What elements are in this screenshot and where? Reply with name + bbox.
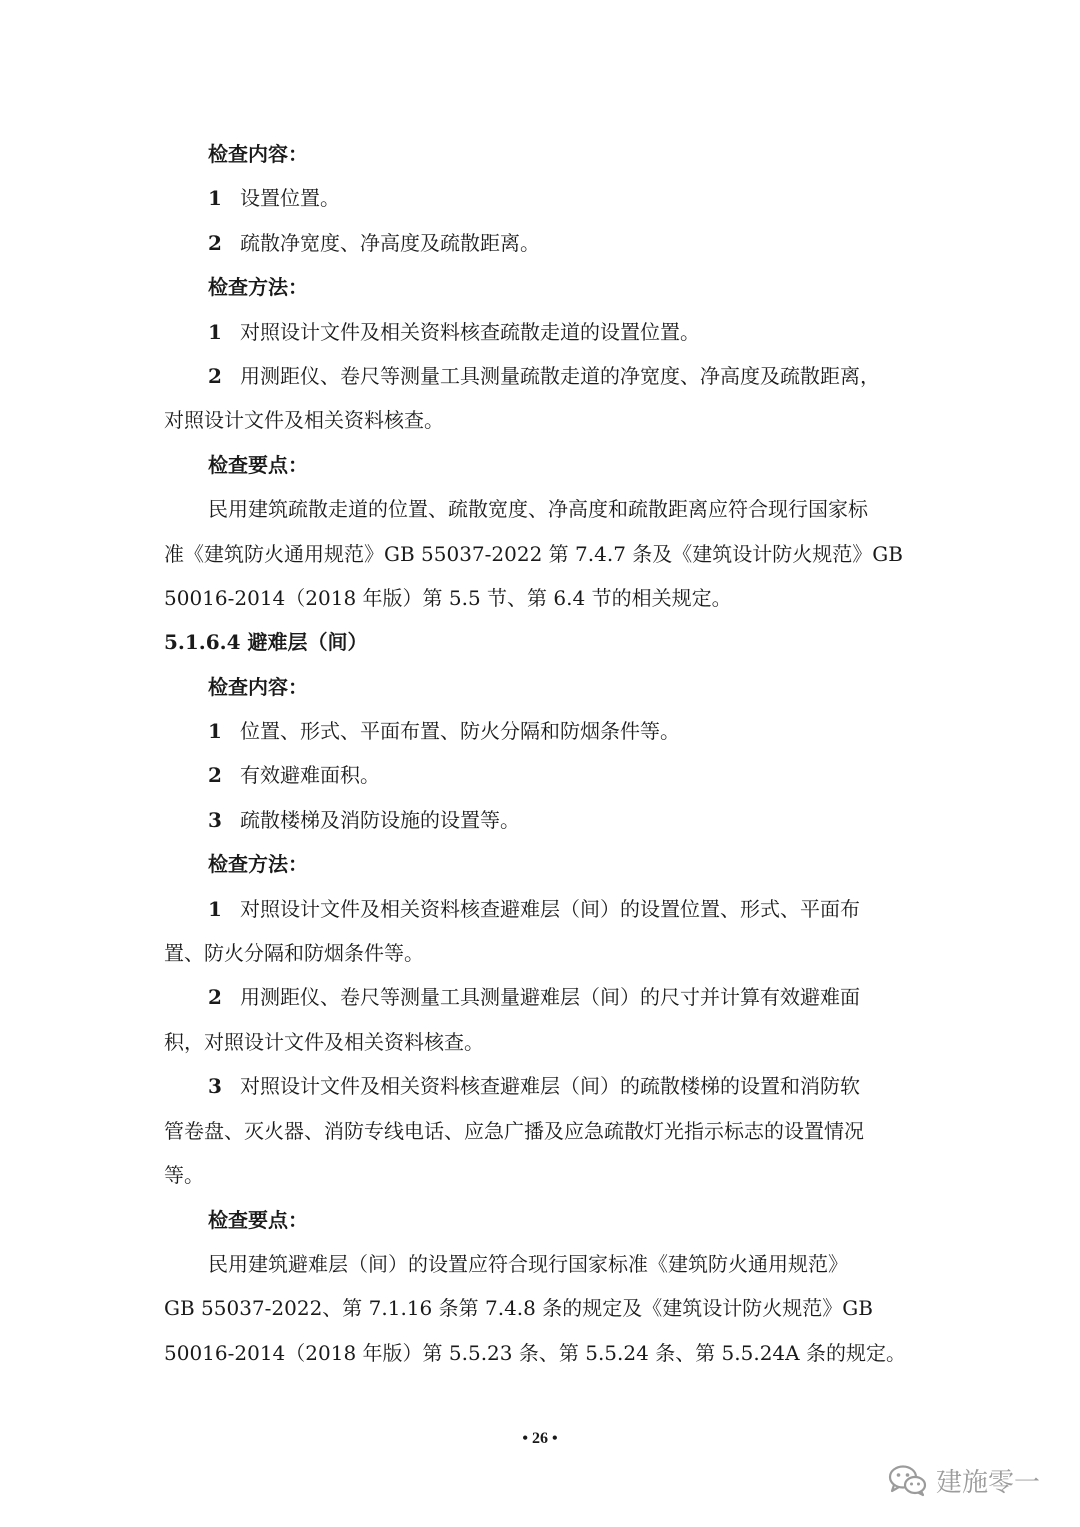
item-text: 对照设计文件及相关资料核查避难层（间）的疏散楼梯的设置和消防软 [240, 1074, 860, 1098]
item-text: 对照设计文件及相关资料核查避难层（间）的设置位置、形式、平面布 [240, 897, 860, 921]
points-heading: 检查要点： [208, 453, 308, 477]
item-text: 疏散楼梯及消防设施的设置等。 [240, 808, 520, 832]
points-paragraph-line: 民用建筑疏散走道的位置、疏散宽度、净高度和疏散距离应符合现行国家标 [208, 497, 868, 521]
item-text: 用测距仪、卷尺等测量工具测量疏散走道的净宽度、净高度及疏散距离， [240, 364, 880, 388]
item-number: 1 [208, 897, 222, 921]
content-heading: 检查内容： [208, 675, 308, 699]
page-number: • 26 • [522, 1430, 558, 1447]
points-heading: 检查要点： [208, 1208, 308, 1232]
method-item [208, 1072, 860, 1100]
points-paragraph-line: 50016-2014（2018 年版）第 5.5.23 条、第 5.5.24 条、第 5.5.24A 条的规定。 [164, 1341, 906, 1365]
method-heading: 检查方法： [208, 852, 308, 876]
item-number: 2 [208, 985, 222, 1009]
item-text: 有效避难面积。 [240, 763, 380, 787]
content-item [208, 184, 340, 212]
wechat-icon [888, 1464, 928, 1498]
content-item [208, 717, 680, 745]
method-item [208, 983, 860, 1011]
points-paragraph-line: 准《建筑防火通用规范》GB 55037-2022 第 7.4.7 条及《建筑设计防火规范》GB [164, 542, 903, 566]
item-number: 1 [208, 719, 222, 743]
method-item-continuation: 管卷盘、灭火器、消防专线电话、应急广播及应急疏散灯光指示标志的设置情况 [164, 1119, 864, 1143]
item-text: 设置位置。 [240, 186, 340, 210]
content-item [208, 229, 540, 257]
watermark-text: 建施零一 [936, 1468, 1041, 1498]
content-item [208, 806, 520, 834]
content-item [208, 761, 380, 789]
method-item-continuation: 对照设计文件及相关资料核查。 [164, 408, 444, 432]
points-paragraph-line: GB 55037-2022、第 7.1.16 条第 7.4.8 条的规定及《建筑设计防火规范》GB [164, 1296, 873, 1320]
points-paragraph-line: 民用建筑避难层（间）的设置应符合现行国家标准《建筑防火通用规范》 [208, 1252, 848, 1276]
method-item-continuation: 积，对照设计文件及相关资料核查。 [164, 1030, 484, 1054]
method-heading: 检查方法： [208, 275, 308, 299]
item-number: 2 [208, 231, 222, 255]
method-item [208, 895, 860, 923]
watermark [888, 1462, 1040, 1499]
item-number: 1 [208, 186, 222, 210]
item-text: 用测距仪、卷尺等测量工具测量避难层（间）的尺寸并计算有效避难面 [240, 985, 860, 1009]
item-text: 疏散净宽度、净高度及疏散距离。 [240, 231, 540, 255]
section-title: 5.1.6.4 避难层（间） [164, 630, 368, 654]
item-number: 2 [208, 364, 222, 388]
item-number: 2 [208, 763, 222, 787]
item-text: 对照设计文件及相关资料核查疏散走道的设置位置。 [240, 320, 700, 344]
method-item-continuation: 等。 [164, 1163, 204, 1187]
method-item [208, 362, 880, 390]
method-item [208, 318, 700, 346]
points-paragraph-line: 50016-2014（2018 年版）第 5.5 节、第 6.4 节的相关规定。 [164, 586, 732, 610]
item-text: 位置、形式、平面布置、防火分隔和防烟条件等。 [240, 719, 680, 743]
item-number: 3 [208, 808, 222, 832]
item-number: 3 [208, 1074, 222, 1098]
method-item-continuation: 置、防火分隔和防烟条件等。 [164, 941, 424, 965]
content-heading: 检查内容： [208, 142, 308, 166]
item-number: 1 [208, 320, 222, 344]
